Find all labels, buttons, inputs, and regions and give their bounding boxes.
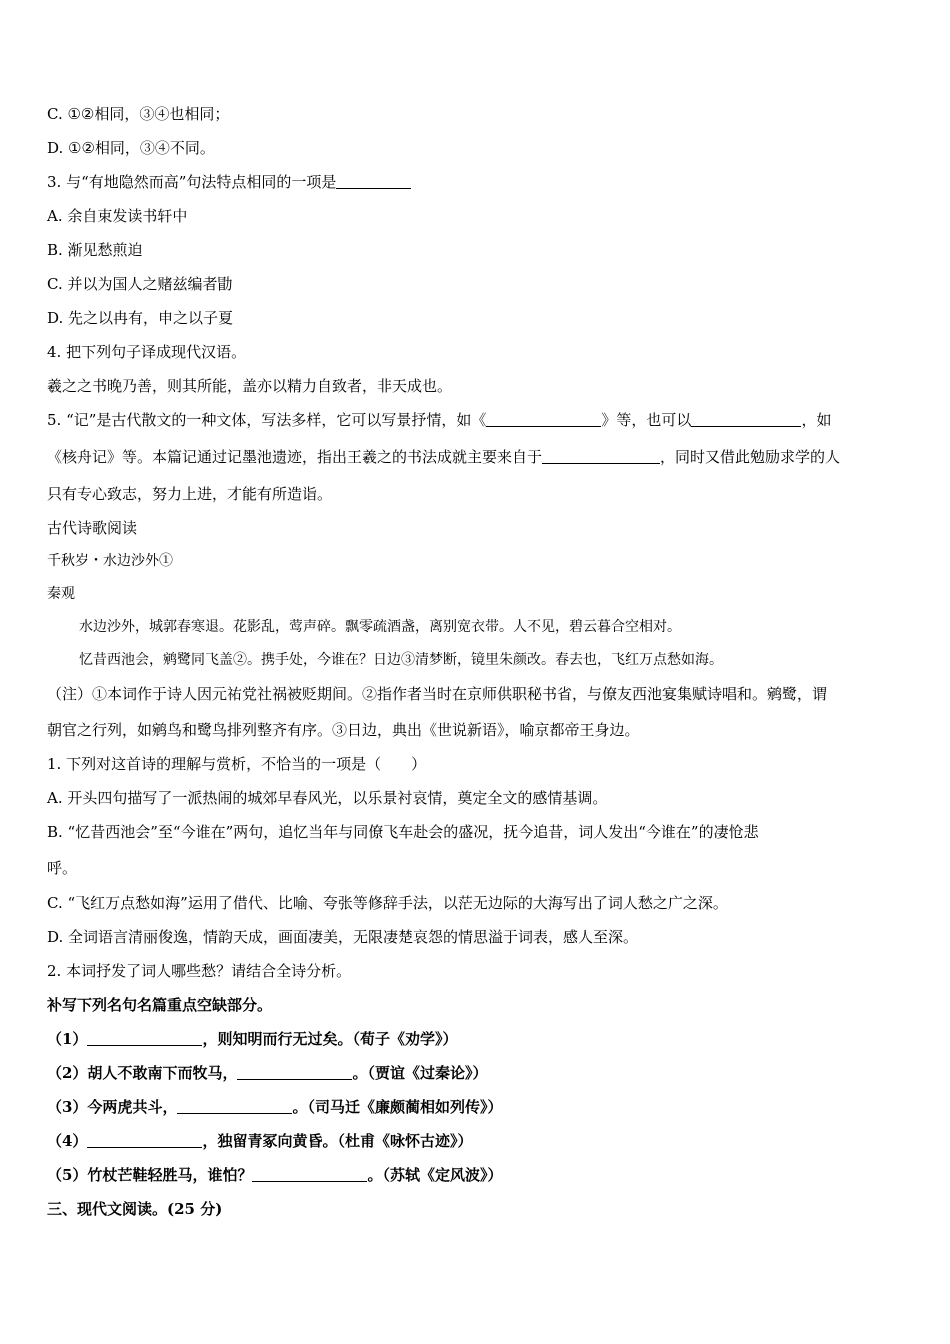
pq1-option-a: A. 开头四句描写了一派热闹的城郊早春风光，以乐景衬哀情，奠定全文的感情基调。 <box>47 789 608 807</box>
fill-item-4: （4） ，独留青冢向黄昏。（杜甫《咏怀古迹》） <box>47 1132 473 1150</box>
pq1-option-b-line1: B. “忆昔西池会”至“今谁在”两句，追忆当年与同僚飞车赴会的盛况，抚今追昔，词人发出“今谁在”的凄怆悲 <box>47 823 759 841</box>
q3-option-c: C. 并以为国人之赌兹编者勖 <box>47 275 233 293</box>
fill-in-heading: 补写下列名句名篇重点空缺部分。 <box>47 996 273 1014</box>
question-5-line2: 《核舟记》等。本篇记通过记墨池遗迹，指出王羲之的书法成就主要来自于 ，同时又借此勉励求学的人 <box>47 448 841 466</box>
question-3: 3. 与“有地隐然而高”句法特点相同的一项是 <box>47 172 411 192</box>
question-5-line3: 只有专心致志，努力上进，才能有所造诣。 <box>47 485 333 503</box>
poem-line-2: 忆昔西池会，鹓鹭同飞盖②。携手处，今谁在？日边③清梦断，镜里朱颜改。春去也，飞红万点愁如海。 <box>79 652 723 668</box>
question-4: 4. 把下列句子译成现代汉语。 <box>47 343 247 361</box>
pq1-option-b-line2: 呼。 <box>47 859 78 877</box>
section-3-heading: 三、现代文阅读。(25 分) <box>47 1200 223 1218</box>
poem-question-1: 1. 下列对这首诗的理解与赏析，不恰当的一项是（ ） <box>47 755 427 773</box>
q3-option-a: A. 余自束发读书轩中 <box>47 207 188 225</box>
answer-blank[interactable] <box>336 174 411 189</box>
answer-blank[interactable] <box>252 1167 367 1182</box>
answer-blank[interactable] <box>177 1099 292 1114</box>
q4-sentence: 羲之之书晚乃善，则其所能，盖亦以精力自致者，非天成也。 <box>47 377 453 395</box>
poem-line-1: 水边沙外，城郭春寒退。花影乱，莺声碎。飘零疏酒盏，离别宽衣带。人不见，碧云暮合空相对。 <box>79 619 681 635</box>
fill-item-2: （2）胡人不敢南下而牧马， 。（贾谊《过秦论》） <box>47 1064 488 1082</box>
question-5-line1: 5. “记”是古代散文的一种文体，写法多样，它可以写景抒情，如《 》等，也可以 ，如 <box>47 411 832 429</box>
poem-title: 千秋岁・水边沙外① <box>47 553 173 569</box>
poem-note-1: （注）①本词作于诗人因元祐党社祸被贬期间。②指作者当时在京师供职秘书省，与僚友西池宴集赋诗唱和。鹓鹭，谓 <box>47 685 828 703</box>
poem-question-2: 2. 本词抒发了词人哪些愁？请结合全诗分析。 <box>47 962 352 980</box>
pq1-option-d: D. 全词语言清丽俊逸，情韵天成，画面凄美，无限凄楚哀怨的情思溢于词表，感人至深。 <box>47 928 639 946</box>
poem-note-2: 朝官之行列，如鹓鸟和鹭鸟排列整齐有序。③日边，典出《世说新语》，喻京都帝王身边。 <box>47 721 640 739</box>
poetry-heading: 古代诗歌阅读 <box>47 519 138 537</box>
poem-author: 秦观 <box>47 586 75 602</box>
fill-item-3: （3）今两虎共斗， 。（司马迁《廉颇蔺相如列传》） <box>47 1098 503 1116</box>
q3-option-b: B. 渐见愁煎迫 <box>47 241 143 259</box>
fill-item-1: （1） ，则知明而行无过矣。（荀子《劝学》） <box>47 1030 458 1048</box>
answer-blank[interactable] <box>542 449 660 464</box>
answer-blank[interactable] <box>87 1031 202 1046</box>
answer-blank[interactable] <box>87 1133 202 1148</box>
pq1-option-c: C. “飞红万点愁如海”运用了借代、比喻、夸张等修辞手法，以茫无边际的大海写出了词人愁之广之深。 <box>47 894 728 912</box>
option-d-prev: D. ①②相同，③④不同。 <box>47 139 215 157</box>
answer-blank[interactable] <box>237 1065 352 1080</box>
option-c-prev: C. ①②相同，③④也相同； <box>47 105 230 123</box>
answer-blank[interactable] <box>691 412 801 427</box>
q3-option-d: D. 先之以冉有，申之以子夏 <box>47 309 234 327</box>
fill-item-5: （5）竹杖芒鞋轻胜马，谁怕？ 。（苏轼《定风波》） <box>47 1166 503 1184</box>
answer-blank[interactable] <box>486 412 601 427</box>
